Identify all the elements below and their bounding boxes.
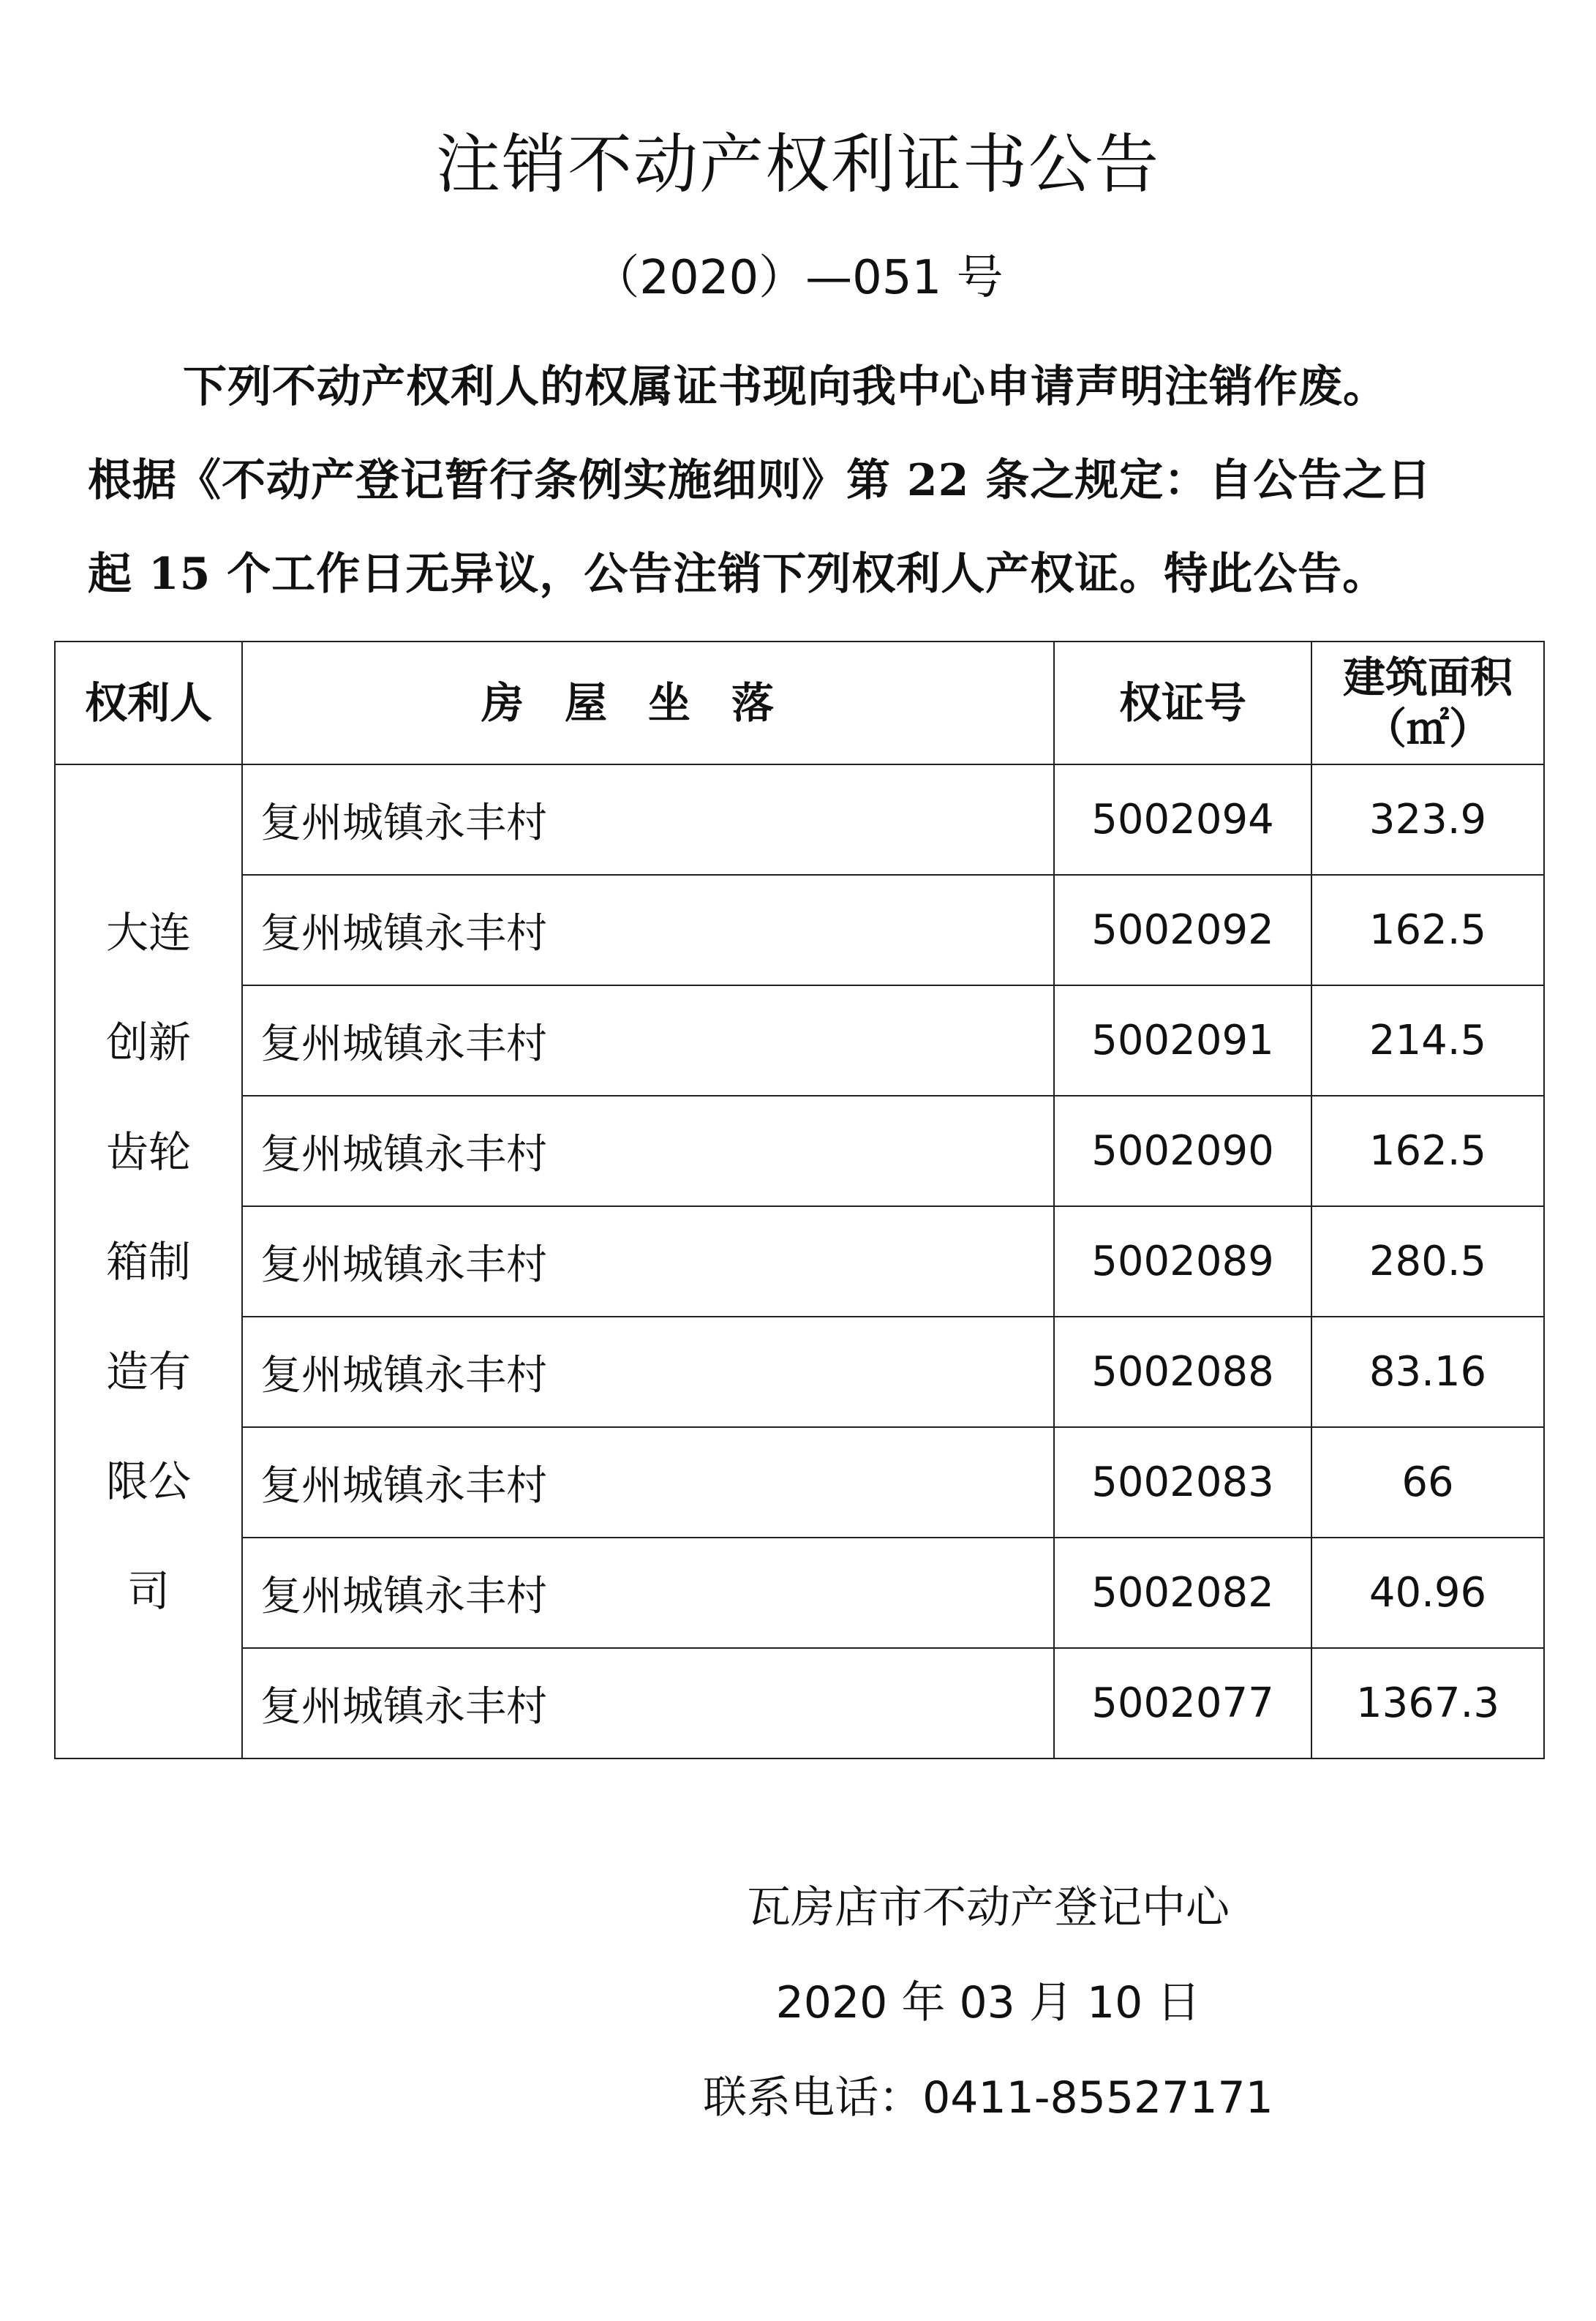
- header-area: [1311, 642, 1544, 764]
- cell-cert: 5002082: [1054, 1538, 1311, 1648]
- cell-cert: 5002094: [1054, 764, 1311, 875]
- cell-location: 复州城镇永丰村: [242, 1648, 1054, 1758]
- cell-cert: 5002092: [1054, 875, 1311, 985]
- cell-area: 1367.3: [1311, 1648, 1544, 1758]
- owner-cell: [55, 764, 242, 1758]
- table-row: [55, 1096, 1544, 1206]
- cell-area: 280.5: [1311, 1206, 1544, 1317]
- cell-cert: 5002091: [1054, 985, 1311, 1096]
- announcement-paragraph: [88, 340, 1521, 621]
- cell-cert: 5002089: [1054, 1206, 1311, 1317]
- cell-cert: 5002083: [1054, 1427, 1311, 1538]
- table-row: [55, 1648, 1544, 1758]
- header-location: 房屋坐落: [242, 642, 1054, 764]
- cell-area: 40.96: [1311, 1538, 1544, 1648]
- cell-location: 复州城镇永丰村: [242, 1317, 1054, 1427]
- table-row: [55, 875, 1544, 985]
- header-cert: 权证号: [1054, 642, 1311, 764]
- table-row: [55, 1427, 1544, 1538]
- table-row: [55, 764, 1544, 875]
- header-owner: 权利人: [55, 642, 242, 764]
- cell-location: 复州城镇永丰村: [242, 985, 1054, 1096]
- paragraph-line-1: 下列不动产权利人的权属证书现向我中心申请声明注销作废。: [183, 361, 1388, 413]
- cell-location: 复州城镇永丰村: [242, 1427, 1054, 1538]
- table-header-row: [55, 642, 1544, 764]
- table-row: [55, 1317, 1544, 1427]
- cell-area: 66: [1311, 1427, 1544, 1538]
- cell-location: 复州城镇永丰村: [242, 764, 1054, 875]
- document-number: （2020）—051 号: [592, 251, 1004, 305]
- owner-name: 大连创新齿轮箱制造有限公司: [105, 907, 191, 1616]
- table-row: [55, 1538, 1544, 1648]
- paragraph-line-3: 起 15 个工作日无异议，公告注销下列权利人产权证。特此公告。: [88, 549, 1388, 600]
- cell-location: 复州城镇永丰村: [242, 1096, 1054, 1206]
- page-title: 注销不动产权利证书公告: [435, 127, 1160, 202]
- cell-location: 复州城镇永丰村: [242, 1538, 1054, 1648]
- cell-area: 214.5: [1311, 985, 1544, 1096]
- header-area-unit: （㎡）: [1363, 704, 1491, 753]
- records-table: [54, 641, 1545, 1759]
- cell-cert: 5002077: [1054, 1648, 1311, 1758]
- cell-cert: 5002090: [1054, 1096, 1311, 1206]
- cell-area: 162.5: [1311, 875, 1544, 985]
- table-row: [55, 985, 1544, 1096]
- cell-area: 323.9: [1311, 764, 1544, 875]
- table-row: [55, 1206, 1544, 1317]
- cell-cert: 5002088: [1054, 1317, 1311, 1427]
- issue-date: 2020 年 03 月 10 日: [775, 1977, 1201, 2028]
- cell-area: 83.16: [1311, 1317, 1544, 1427]
- cell-area: 162.5: [1311, 1096, 1544, 1206]
- header-area-title: 建筑面积: [1342, 652, 1513, 702]
- contact-phone: 联系电话：0411-85527171: [703, 2072, 1273, 2123]
- paragraph-line-2: 根据《不动产登记暂行条例实施细则》第 22 条之规定：自公告之日: [88, 455, 1432, 506]
- issuing-organization: 瓦房店市不动产登记中心: [747, 1882, 1230, 1933]
- cell-location: 复州城镇永丰村: [242, 1206, 1054, 1317]
- cell-location: 复州城镇永丰村: [242, 875, 1054, 985]
